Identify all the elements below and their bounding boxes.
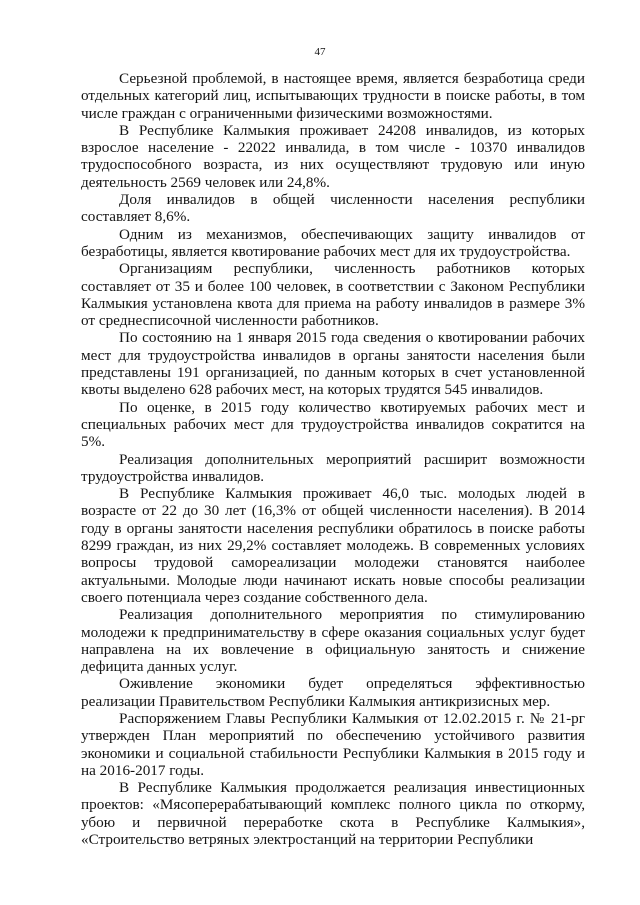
paragraph-unemployment: Серьезной проблемой, в настоящее время, является безработица среди отдельных категорий лиц, испытывающих трудности в поиске работы, в том числе граждан с ограниченными физическими возможностями. bbox=[81, 70, 585, 122]
document-body bbox=[81, 70, 585, 848]
page-number: 47 bbox=[314, 46, 326, 58]
paragraph-economy-revival: Оживление экономики будет определяться эффективностью реализации Правительством Республики Калмыкия антикризисных мер. bbox=[81, 675, 585, 710]
paragraph-youth: В Республике Калмыкия проживает 46,0 тыс. молодых людей в возрасте от 22 до 30 лет (16,3% от общей численности населения). В 2014 году в органы занятости населения республики обратилось в поиске работы 8299 граждан, из них 29,2% составляет молодежь. В современных условиях вопросы трудовой самореализации молодежи становятся наиболее актуальными. Молодые люди начинают искать новые способы реализации своего потенциала через создание собственного дела. bbox=[81, 485, 585, 606]
paragraph-decree: Распоряжением Главы Республики Калмыкия от 12.02.2015 г. № 21-рг утвержден План мероприятий по обеспечению устойчивого развития экономики и социальной стабильности Республики Калмыкия в 2015 году и на 2016-2017 годы. bbox=[81, 709, 585, 779]
paragraph-disabled-population: В Республике Калмыкия проживает 24208 инвалидов, из которых взрослое население - 22022 инвалида, в том числе - 10370 инвалидов трудоспособного возраста, из них осуществляют трудовую или иную деятельность 2569 человек или 24,8%. bbox=[81, 121, 585, 191]
paragraph-quota-status: По состоянию на 1 января 2015 года сведения о квотировании рабочих мест для трудоустройства инвалидов в органы занятости населения были представлены 191 организацией, по данным которых в счет установленной квоты выделено 628 рабочих мест, на которых трудятся 545 инвалидов. bbox=[81, 329, 585, 399]
paragraph-quota-mechanism: Одним из механизмов, обеспечивающих защиту инвалидов от безработицы, является квотирование рабочих мест для их трудоустройства. bbox=[81, 225, 585, 260]
paragraph-quota-estimate: По оценке, в 2015 году количество квотируемых рабочих мест и специальных рабочих мест для трудоустройства инвалидов сократится на 5%. bbox=[81, 398, 585, 451]
paragraph-additional-measures: Реализация дополнительных мероприятий расширит возможности трудоустройства инвалидов. bbox=[81, 450, 585, 485]
paragraph-investment-projects: В Республике Калмыкия продолжается реализация инвестиционных проектов: «Мясоперерабатывающий комплекс полного цикла по откорму, убою и первичной переработке скота в Республике Калмыкия», «Строительство ветряных электростанций на территории Республики bbox=[81, 779, 585, 849]
paragraph-disabled-share: Доля инвалидов в общей численности населения республики составляет 8,6%. bbox=[81, 191, 585, 226]
paragraph-youth-entrepreneurship: Реализация дополнительного мероприятия по стимулированию молодежи к предпринимательству в сфере оказания социальных услуг будет направлена на их вовлечение в официальную занятость и снижение дефицита данных услуг. bbox=[81, 606, 585, 676]
paragraph-quota-law: Организациям республики, численность работников которых составляет от 35 и более 100 человек, в соответствии с Законом Республики Калмыкия установлена квота для приема на работу инвалидов в размере 3% от среднесписочной численности работников. bbox=[81, 260, 585, 330]
